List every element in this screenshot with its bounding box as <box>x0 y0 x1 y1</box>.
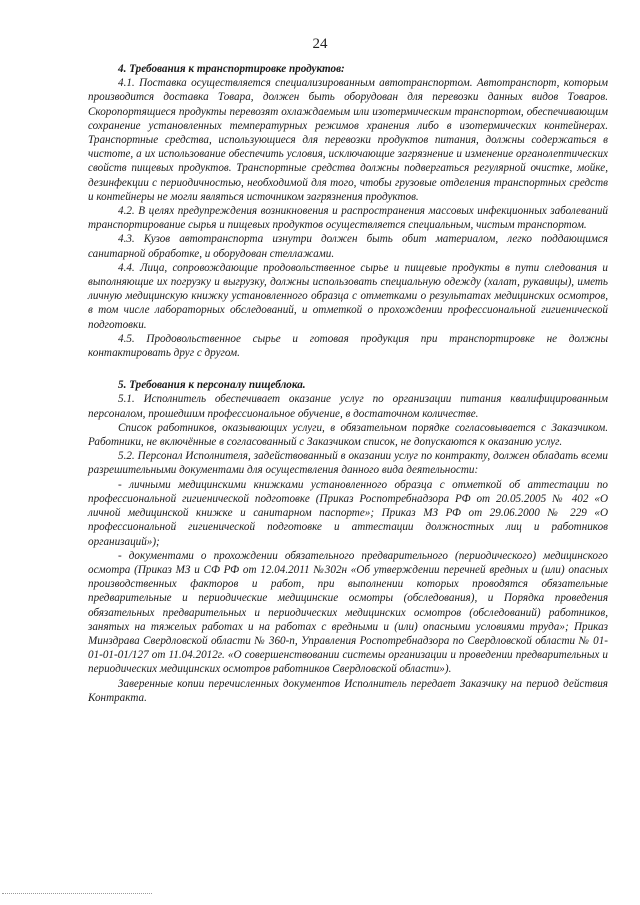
list-item-medical-exams: - документами о прохождении обязательного предварительного (периодического) медицинского осмотра (Приказ МЗ и СФ РФ от 12.04.2011 №302н «Об утверждении перечней вредных и (или) опасных производственных факторов и работ, при выполнении которых проводятся обязательные предварительные и периодические медицинские осмотры (обследования), и Порядка проведения обязательных предварительных и периодических медицинских осмотров (обследований) работников, занятых на тяжелых работах и на работах с вредными и (или) опасными условиями труда»; Приказ Минздрава Свердловской области № 360-п, Управления Роспотребнадзора по Свердловской области № 01-01-01-01/127 от 11.04.2012г. «О совершенствовании системы организации и проведении предварительных и периодических медицинских осмотров работников Свердловской области»). <box>88 549 608 676</box>
scan-artifact-line <box>2 893 152 895</box>
page-number: 24 <box>312 36 328 52</box>
paragraph-certified-copies: Заверенные копии перечисленных документов Исполнитель передает Заказчику на период действия Контракта. <box>88 677 608 704</box>
section-5-heading: 5. Требования к персоналу пищеблока. <box>118 379 306 392</box>
list-item-medical-books: - личными медицинскими книжками установленного образца с отметкой об аттестации по профессиональной гигиенической подготовке (Приказ Роспотребнадзора РФ от 20.05.2005 № 402 «О личной медицинской книжке и санитарном паспорте»; Приказ МЗ РФ от 29.06.2000 № 229 «О профессиональной гигиенической подготовке и аттестации должностных лиц и работников организаций»); <box>88 478 608 548</box>
section-gap <box>88 360 608 378</box>
paragraph-4-1: 4.1. Поставка осуществляется специализированным автотранспортом. Автотранспорт, которым производится доставка Товара, должен быть оборудован для перевозки данных видов Товаров. Скоропортящиеся продукты перевозят охлаждаемым или изотермическим транспортом, обеспечивающим сохранение установленных температурных режимов хранения либо в изотермических контейнерах. Транспортные средства, использующиеся для перевозки продуктов питания, должны содержаться в чистоте, а их использование обеспечить условия, исключающие загрязнение и изменение органолептических свойств пищевых продуктов. Транспортные средства должны подвергаться регулярной очистке, мойке, дезинфекции с периодичностью, необходимой для того, чтобы грузовые отделения транспортных средств и контейнеры не могли являться источником загрязнения продуктов. <box>88 77 608 203</box>
paragraph-5-1: 5.1. Исполнитель обеспечивает оказание услуг по организации питания квалифицированным персоналом, прошедшим профессиональное обучение, в достаточном количестве. <box>88 393 608 420</box>
paragraph-4-5: 4.5. Продовольственное сырье и готовая продукция при транспортировке не должны контактировать друг с другом. <box>88 332 608 360</box>
paragraph-5-2: 5.2. Персонал Исполнителя, задействованный в оказании услуг по контракту, должен обладать всеми разрешительными документами для осуществления данного вида деятельности: <box>88 450 608 477</box>
document-body <box>88 62 608 705</box>
paragraph-4-4: 4.4. Лица, сопровождающие продовольственное сырье и пищевые продукты в пути следования и выполняющие их погрузку и выгрузку, должны использовать специальную одежду (халат, рукавицы), иметь личную медицинскую книжку установленного образца с отметками о результатах медицинских осмотров, в том числе лабораторных обследований, и отметкой о прохождении профессиональной гигиенической подготовки. <box>88 261 608 331</box>
section-4-heading: 4. Требования к транспортировке продуктов: <box>118 63 345 75</box>
paragraph-4-2: 4.2. В целях предупреждения возникновения и распространения массовых инфекционных заболеваний транспортирование сырья и пищевых продуктов осуществляется специальным, чистым транспортом. <box>88 205 608 232</box>
paragraph-4-3: 4.3. Кузов автотранспорта изнутри должен быть обит материалом, легко поддающимся санитарной обработке, и оборудован стеллажами. <box>88 233 608 260</box>
paragraph-5-list-note: Список работников, оказывающих услуги, в обязательном порядке согласовывается с Заказчиком. Работники, не включённые в согласованный с Заказчиком список, не допускаются к оказанию услуг. <box>88 421 608 449</box>
